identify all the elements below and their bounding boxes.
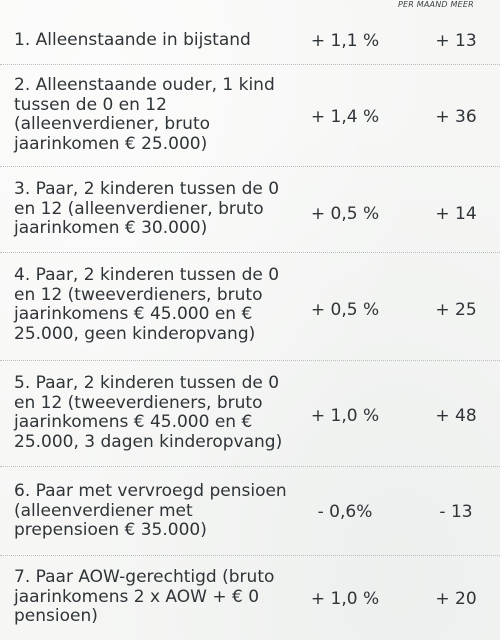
row-percentage: + 0,5 % <box>310 300 380 320</box>
row-description: 6. Paar met vervroegd pensioen (alleenverdiener met prepensioen € 35.000) <box>14 481 287 540</box>
row-amount: + 48 <box>435 406 477 426</box>
row-description: 4. Paar, 2 kinderen tussen de 0 en 12 (tweeverdieners, bruto jaarinkomens € 45.000 en € 25.000, geen kinderopvang) <box>14 265 280 344</box>
row-percentage: + 1,4 % <box>310 107 380 127</box>
row-description: 7. Paar AOW-gerechtigd (bruto jaarinkomens 2 x AOW + € 0 pensioen) <box>14 567 275 626</box>
row-percentage: + 1,0 % <box>310 589 380 609</box>
row-percentage: + 1,1 % <box>310 31 380 51</box>
row-description: 1. Alleenstaande in bijstand <box>14 30 251 50</box>
row-divider <box>0 252 500 253</box>
row-description: 3. Paar, 2 kinderen tussen de 0 en 12 (alleenverdiener, bruto jaarinkomen € 30.000) <box>14 179 280 238</box>
row-divider <box>0 360 500 361</box>
row-divider <box>0 466 500 467</box>
column-header-per-month: PER MAAND MEER <box>398 0 474 9</box>
row-amount: + 20 <box>435 589 477 609</box>
row-amount: + 36 <box>435 107 477 127</box>
row-divider <box>0 64 500 65</box>
row-percentage: + 1,0 % <box>310 406 380 426</box>
row-divider <box>0 555 500 556</box>
row-percentage: + 0,5 % <box>310 204 380 224</box>
row-amount: - 13 <box>439 502 473 522</box>
row-description: 2. Alleenstaande ouder, 1 kind tussen de 0 en 12 (alleenverdiener, bruto jaarinkomen € 25.000) <box>14 75 275 154</box>
row-amount: + 25 <box>435 300 477 320</box>
row-divider <box>0 166 500 167</box>
row-amount: + 14 <box>435 204 477 224</box>
row-amount: + 13 <box>435 31 477 51</box>
row-percentage: - 0,6% <box>317 502 373 522</box>
row-description: 5. Paar, 2 kinderen tussen de 0 en 12 (tweeverdieners, bruto jaarinkomens € 45.000 en € 25.000, 3 dagen kinderopvang) <box>14 373 283 452</box>
